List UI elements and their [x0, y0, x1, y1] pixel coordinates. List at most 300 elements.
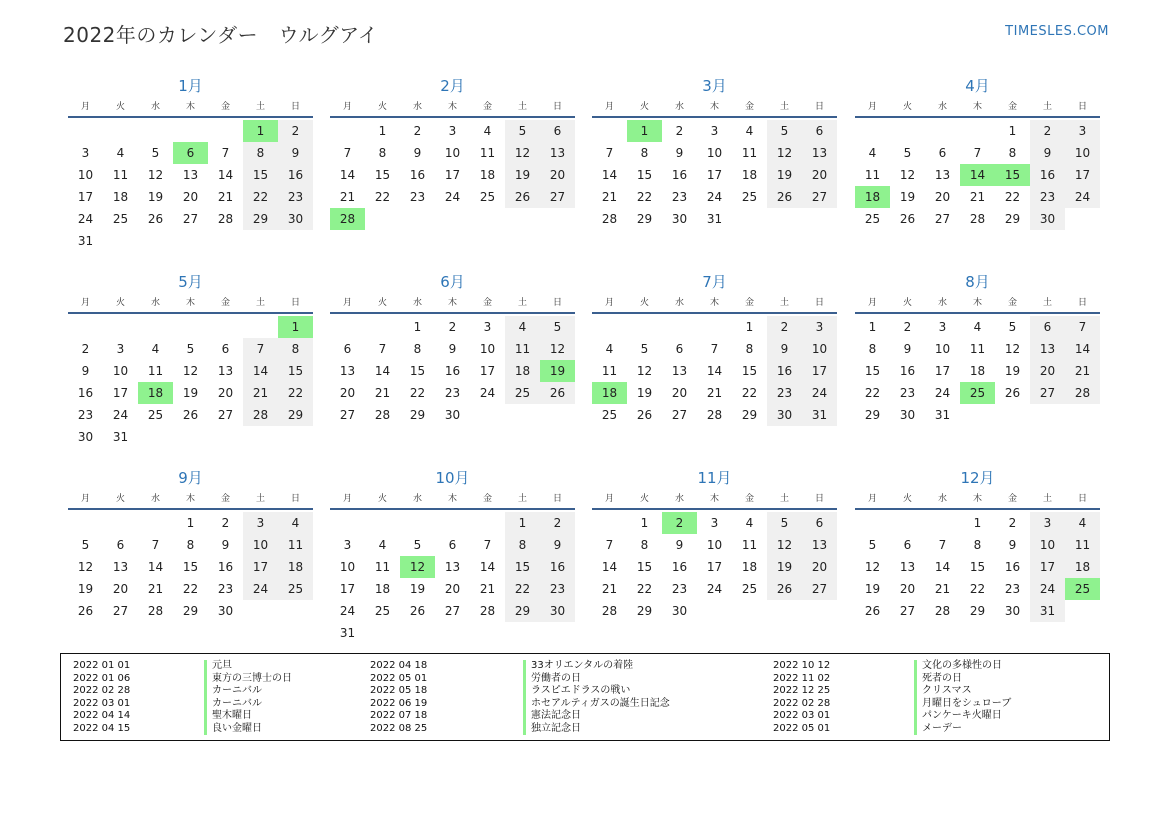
- day-cell: 25: [147, 408, 164, 422]
- day-cell: 26: [182, 408, 199, 422]
- month-name: 9月: [178, 469, 203, 487]
- day-cell: 16: [409, 168, 426, 182]
- day-cell: 26: [864, 604, 881, 618]
- day-cell: 14: [601, 560, 618, 574]
- weekday-label: 月: [342, 102, 352, 112]
- day-cell: 6: [116, 538, 125, 552]
- day-cell: 5: [903, 146, 912, 160]
- weekday-label: 木: [185, 102, 195, 112]
- holiday-name: パンケーキ火曜日: [914, 710, 1011, 723]
- day-cell: 18: [278, 556, 313, 578]
- weekday-label: 木: [972, 494, 982, 504]
- day-cell: 4: [483, 124, 492, 138]
- day-cell: 14: [479, 560, 496, 574]
- empty-cell: [138, 120, 173, 142]
- holiday-name: 労働者の日: [523, 673, 670, 686]
- day-cell: 29: [243, 208, 278, 230]
- day-cell: 24: [112, 408, 129, 422]
- day-cell: 27: [217, 408, 234, 422]
- day-cell: 10: [1065, 142, 1100, 164]
- day-cell: 8: [243, 142, 278, 164]
- weekday-label: 土: [1042, 494, 1052, 504]
- day-cell: 26: [767, 186, 802, 208]
- day-grid: [592, 512, 837, 622]
- day-cell: 12: [636, 364, 653, 378]
- day-cell: 7: [973, 146, 982, 160]
- day-cell: 1: [640, 516, 649, 530]
- weekday-label: 火: [377, 298, 387, 308]
- holiday-date: 2022 04 14: [73, 710, 131, 721]
- holiday-date: 2022 07 18: [370, 710, 428, 721]
- holiday-name: 33オリエンタルの着陸: [523, 660, 670, 673]
- day-cell: 10: [112, 364, 129, 378]
- day-cell: 19: [864, 582, 881, 596]
- day-cell: 15: [278, 360, 313, 382]
- day-cell: 25: [505, 382, 540, 404]
- day-cell: 21: [147, 582, 164, 596]
- holiday-date: 2022 01 01: [73, 660, 131, 671]
- day-cell: 10: [802, 338, 837, 360]
- weekday-label: 日: [814, 494, 824, 504]
- day-cell: 6: [221, 342, 230, 356]
- day-cell: 15: [505, 556, 540, 578]
- weekday-label: 水: [150, 494, 160, 504]
- day-cell: 6: [1030, 316, 1065, 338]
- day-grid: [855, 120, 1100, 230]
- day-cell: 28: [243, 404, 278, 426]
- weekday-label: 金: [482, 298, 492, 308]
- weekday-header: [592, 490, 837, 510]
- day-cell: 17: [706, 168, 723, 182]
- month-name: 7月: [702, 273, 727, 291]
- weekday-label: 日: [290, 494, 300, 504]
- day-cell: 10: [339, 560, 356, 574]
- holiday-day-cell: 18: [138, 382, 173, 404]
- weekday-label: 土: [255, 494, 265, 504]
- holiday-name: カーニバル: [204, 685, 292, 698]
- month-name: 11月: [697, 469, 732, 487]
- weekday-label: 日: [1077, 298, 1087, 308]
- day-cell: 9: [1030, 142, 1065, 164]
- day-cell: 12: [147, 168, 164, 182]
- day-cell: 13: [339, 364, 356, 378]
- day-grid: [330, 316, 575, 426]
- month-calendar: [330, 270, 575, 456]
- day-cell: 16: [540, 556, 575, 578]
- day-cell: 26: [409, 604, 426, 618]
- day-cell: 9: [767, 338, 802, 360]
- holiday-name: ラスピエドラスの戦い: [523, 685, 670, 698]
- empty-cell: [330, 316, 365, 338]
- weekday-label: 木: [972, 298, 982, 308]
- day-cell: 15: [409, 364, 426, 378]
- day-cell: 7: [605, 538, 614, 552]
- day-cell: 1: [973, 516, 982, 530]
- holiday-day-cell: 1: [627, 120, 662, 142]
- day-cell: 17: [243, 556, 278, 578]
- weekday-label: 日: [552, 494, 562, 504]
- day-cell: 17: [1065, 164, 1100, 186]
- holiday-day-cell: 12: [400, 556, 435, 578]
- weekday-label: 水: [674, 102, 684, 112]
- day-cell: 12: [767, 534, 802, 556]
- day-cell: 11: [864, 168, 881, 182]
- day-cell: 3: [938, 320, 947, 334]
- day-cell: 6: [802, 120, 837, 142]
- day-cell: 24: [706, 582, 723, 596]
- day-cell: 8: [1008, 146, 1017, 160]
- day-cell: 25: [864, 212, 881, 226]
- empty-cell: [243, 316, 278, 338]
- day-cell: 12: [182, 364, 199, 378]
- weekday-label: 月: [80, 298, 90, 308]
- day-cell: 31: [339, 626, 356, 640]
- day-cell: 29: [969, 604, 986, 618]
- empty-cell: [960, 120, 995, 142]
- day-cell: 14: [1065, 338, 1100, 360]
- day-cell: 28: [601, 212, 618, 226]
- day-cell: 15: [741, 364, 758, 378]
- weekday-label: 水: [412, 494, 422, 504]
- day-cell: 20: [802, 164, 837, 186]
- holiday-name: 憲法記念日: [523, 710, 670, 723]
- month-calendar: [855, 466, 1100, 652]
- holiday-name: 東方の三博士の日: [204, 673, 292, 686]
- day-cell: 27: [540, 186, 575, 208]
- weekday-label: 水: [412, 298, 422, 308]
- day-cell: 9: [278, 142, 313, 164]
- day-cell: 20: [671, 386, 688, 400]
- weekday-label: 水: [150, 298, 160, 308]
- empty-cell: [103, 120, 138, 142]
- weekday-label: 木: [709, 494, 719, 504]
- day-cell: 2: [448, 320, 457, 334]
- day-cell: 20: [899, 582, 916, 596]
- weekday-label: 土: [1042, 102, 1052, 112]
- month-name: 5月: [178, 273, 203, 291]
- day-cell: 20: [802, 556, 837, 578]
- day-cell: 16: [217, 560, 234, 574]
- day-cell: 7: [483, 538, 492, 552]
- month-calendar: [592, 270, 837, 456]
- weekday-label: 日: [552, 298, 562, 308]
- day-cell: 23: [77, 408, 94, 422]
- day-cell: 8: [640, 538, 649, 552]
- weekday-label: 土: [1042, 298, 1052, 308]
- day-cell: 23: [540, 578, 575, 600]
- day-cell: 9: [221, 538, 230, 552]
- holiday-date: 2022 05 18: [370, 685, 428, 696]
- day-cell: 27: [934, 212, 951, 226]
- day-cell: 12: [864, 560, 881, 574]
- day-cell: 3: [1065, 120, 1100, 142]
- weekday-header: [592, 98, 837, 118]
- day-cell: 30: [899, 408, 916, 422]
- day-cell: 11: [112, 168, 129, 182]
- weekday-label: 月: [867, 298, 877, 308]
- day-cell: 4: [278, 512, 313, 534]
- empty-cell: [662, 316, 697, 338]
- day-cell: 30: [671, 212, 688, 226]
- weekday-label: 水: [937, 494, 947, 504]
- day-cell: 5: [151, 146, 160, 160]
- weekday-label: 日: [1077, 494, 1087, 504]
- holiday-day-cell: 18: [855, 186, 890, 208]
- day-cell: 14: [147, 560, 164, 574]
- day-cell: 15: [969, 560, 986, 574]
- day-cell: 20: [217, 386, 234, 400]
- weekday-label: 木: [447, 494, 457, 504]
- weekday-label: 土: [255, 102, 265, 112]
- weekday-label: 金: [482, 494, 492, 504]
- weekday-label: 土: [779, 494, 789, 504]
- day-cell: 2: [81, 342, 90, 356]
- day-cell: 5: [767, 512, 802, 534]
- day-cell: 18: [1065, 556, 1100, 578]
- weekday-label: 月: [604, 102, 614, 112]
- weekday-label: 金: [220, 102, 230, 112]
- month-calendar: [68, 466, 313, 652]
- weekday-label: 日: [290, 298, 300, 308]
- day-cell: 5: [540, 316, 575, 338]
- day-cell: 24: [934, 386, 951, 400]
- weekday-label: 月: [604, 494, 614, 504]
- weekday-label: 金: [744, 102, 754, 112]
- day-cell: 19: [182, 386, 199, 400]
- day-cell: 8: [868, 342, 877, 356]
- day-cell: 17: [802, 360, 837, 382]
- month-name: 3月: [702, 77, 727, 95]
- month-name: 1月: [178, 77, 203, 95]
- weekday-label: 金: [1007, 298, 1017, 308]
- day-cell: 24: [1065, 186, 1100, 208]
- weekday-label: 土: [517, 298, 527, 308]
- month-name: 4月: [965, 77, 990, 95]
- weekday-label: 水: [674, 494, 684, 504]
- weekday-header: [330, 490, 575, 510]
- day-cell: 23: [278, 186, 313, 208]
- empty-cell: [925, 512, 960, 534]
- day-cell: 19: [147, 190, 164, 204]
- day-cell: 9: [903, 342, 912, 356]
- day-cell: 12: [899, 168, 916, 182]
- day-cell: 5: [505, 120, 540, 142]
- day-cell: 31: [706, 212, 723, 226]
- day-cell: 7: [343, 146, 352, 160]
- month-calendar: [330, 74, 575, 260]
- day-cell: 4: [1065, 512, 1100, 534]
- holiday-name: ホセアルティガスの誕生日記念: [523, 698, 670, 711]
- day-cell: 3: [710, 124, 719, 138]
- weekday-label: 火: [902, 298, 912, 308]
- day-cell: 8: [745, 342, 754, 356]
- empty-cell: [365, 512, 400, 534]
- day-cell: 22: [505, 578, 540, 600]
- day-cell: 22: [1004, 190, 1021, 204]
- day-cell: 28: [969, 212, 986, 226]
- day-cell: 19: [409, 582, 426, 596]
- day-cell: 13: [217, 364, 234, 378]
- holiday-date: 2022 03 01: [73, 697, 131, 709]
- day-cell: 24: [479, 386, 496, 400]
- weekday-label: 月: [604, 298, 614, 308]
- day-cell: 26: [1004, 386, 1021, 400]
- day-cell: 6: [938, 146, 947, 160]
- day-cell: 5: [186, 342, 195, 356]
- day-cell: 4: [745, 516, 754, 530]
- empty-cell: [103, 316, 138, 338]
- day-cell: 24: [444, 190, 461, 204]
- day-cell: 31: [934, 408, 951, 422]
- site-link[interactable]: TIMESLES.COM: [1005, 24, 1109, 39]
- day-cell: 22: [636, 582, 653, 596]
- holiday-date: 2022 12 25: [773, 685, 831, 696]
- day-cell: 5: [868, 538, 877, 552]
- day-cell: 10: [1030, 534, 1065, 556]
- empty-cell: [855, 512, 890, 534]
- day-cell: 1: [505, 512, 540, 534]
- holiday-name: 文化の多様性の日: [914, 660, 1011, 673]
- day-cell: 7: [378, 342, 387, 356]
- weekday-label: 火: [115, 298, 125, 308]
- day-cell: 18: [374, 582, 391, 596]
- day-cell: 4: [151, 342, 160, 356]
- day-cell: 29: [741, 408, 758, 422]
- day-cell: 7: [605, 146, 614, 160]
- legend-date-column: [370, 660, 427, 735]
- holiday-name: 聖木曜日: [204, 710, 292, 723]
- day-cell: 30: [1004, 604, 1021, 618]
- weekday-label: 木: [709, 102, 719, 112]
- day-cell: 18: [505, 360, 540, 382]
- day-cell: 13: [444, 560, 461, 574]
- legend-name-column: [914, 660, 1011, 735]
- holiday-name: メーデー: [914, 723, 1011, 736]
- weekday-header: [68, 98, 313, 118]
- weekday-label: 火: [115, 494, 125, 504]
- day-cell: 22: [636, 190, 653, 204]
- day-grid: [68, 512, 313, 622]
- day-cell: 14: [934, 560, 951, 574]
- empty-cell: [330, 120, 365, 142]
- empty-cell: [592, 120, 627, 142]
- holiday-day-cell: 19: [540, 360, 575, 382]
- day-cell: 23: [1030, 186, 1065, 208]
- empty-cell: [470, 512, 505, 534]
- empty-cell: [925, 120, 960, 142]
- day-cell: 3: [343, 538, 352, 552]
- day-cell: 9: [81, 364, 90, 378]
- day-cell: 3: [710, 516, 719, 530]
- day-cell: 16: [671, 560, 688, 574]
- day-cell: 23: [671, 582, 688, 596]
- holiday-day-cell: 18: [592, 382, 627, 404]
- day-grid: [330, 120, 575, 230]
- day-cell: 16: [899, 364, 916, 378]
- month-name: 6月: [440, 273, 465, 291]
- day-cell: 9: [1008, 538, 1017, 552]
- day-cell: 1: [745, 320, 754, 334]
- day-cell: 13: [182, 168, 199, 182]
- day-cell: 4: [116, 146, 125, 160]
- day-cell: 29: [864, 408, 881, 422]
- day-cell: 2: [1008, 516, 1017, 530]
- holiday-name: 月曜日をシュローブ: [914, 698, 1011, 711]
- day-cell: 23: [899, 386, 916, 400]
- day-cell: 25: [741, 190, 758, 204]
- weekday-label: 土: [517, 494, 527, 504]
- day-cell: 21: [601, 190, 618, 204]
- day-cell: 24: [1030, 578, 1065, 600]
- day-cell: 21: [217, 190, 234, 204]
- day-cell: 1: [378, 124, 387, 138]
- day-grid: [592, 316, 837, 426]
- month-calendar: [68, 270, 313, 456]
- empty-cell: [855, 120, 890, 142]
- day-cell: 9: [675, 146, 684, 160]
- holiday-date: 2022 04 15: [73, 722, 131, 734]
- weekday-label: 日: [814, 102, 824, 112]
- month-calendar: [592, 466, 837, 652]
- empty-cell: [138, 316, 173, 338]
- day-grid: [68, 316, 313, 448]
- weekday-label: 水: [937, 298, 947, 308]
- day-cell: 4: [378, 538, 387, 552]
- day-cell: 20: [112, 582, 129, 596]
- weekday-label: 金: [220, 298, 230, 308]
- day-cell: 2: [1030, 120, 1065, 142]
- weekday-label: 金: [220, 494, 230, 504]
- day-cell: 30: [278, 208, 313, 230]
- day-cell: 30: [77, 430, 94, 444]
- month-calendar: [855, 74, 1100, 260]
- day-cell: 27: [802, 186, 837, 208]
- holiday-date: 2022 02 28: [73, 685, 131, 696]
- day-cell: 1: [868, 320, 877, 334]
- holiday-date: 2022 11 02: [773, 672, 831, 684]
- weekday-header: [68, 490, 313, 510]
- day-cell: 2: [221, 516, 230, 530]
- day-cell: 14: [706, 364, 723, 378]
- day-cell: 27: [339, 408, 356, 422]
- weekday-label: 水: [412, 102, 422, 112]
- weekday-label: 月: [342, 298, 352, 308]
- day-cell: 6: [343, 342, 352, 356]
- empty-cell: [592, 512, 627, 534]
- day-cell: 3: [1030, 512, 1065, 534]
- holiday-day-cell: 2: [662, 512, 697, 534]
- holiday-day-cell: 25: [960, 382, 995, 404]
- day-cell: 22: [374, 190, 391, 204]
- day-cell: 26: [505, 186, 540, 208]
- day-cell: 22: [741, 386, 758, 400]
- day-cell: 4: [868, 146, 877, 160]
- weekday-label: 木: [447, 298, 457, 308]
- day-cell: 28: [374, 408, 391, 422]
- empty-cell: [208, 316, 243, 338]
- weekday-header: [330, 98, 575, 118]
- weekday-label: 月: [867, 102, 877, 112]
- day-cell: 11: [741, 538, 758, 552]
- weekday-label: 月: [80, 102, 90, 112]
- day-cell: 30: [1030, 208, 1065, 230]
- day-cell: 22: [864, 386, 881, 400]
- day-cell: 4: [745, 124, 754, 138]
- day-cell: 16: [1004, 560, 1021, 574]
- holiday-name: 元旦: [204, 660, 292, 673]
- month-name: 8月: [965, 273, 990, 291]
- day-cell: 12: [505, 142, 540, 164]
